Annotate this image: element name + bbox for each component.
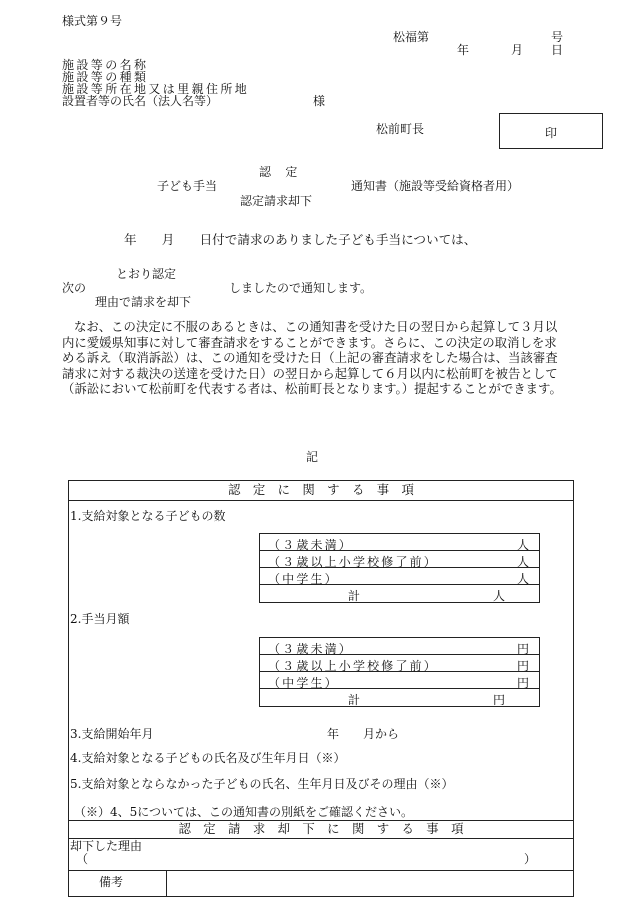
table-row [260,638,539,655]
rejection-header-divider [68,838,574,839]
day-label: 日 [551,43,564,57]
total-row [260,689,539,706]
table-row [260,655,539,672]
table-row [260,534,539,551]
date-line: 年 月 日付で請求のありました子ども手当については、 [124,232,477,247]
next-prefix: 次の [62,281,87,295]
result-suffix: しましたので通知します。 [229,281,373,295]
total-row [260,585,539,602]
honorific: 様 [313,94,326,108]
remarks-label: 備考 [99,875,124,889]
total-unit: 円 [492,693,505,707]
rejection-reason-label: 却下した理由 [70,839,143,853]
table-row [260,568,539,585]
row-unit: 人 [516,538,529,552]
row-unit: 人 [516,572,529,586]
item3-value: 年 月から [327,727,400,741]
row-label: （中学生） [268,572,339,586]
seal-box [499,113,603,149]
children-count-table [259,533,540,603]
footnote: （※）4、5については、この通知書の別紙をご確認ください。 [74,805,414,819]
founder-name-label: 設置者等の氏名（法人名等） [62,94,219,108]
row-label: （３歳以上小学校修了前） [268,555,438,569]
item3-label: 3.支給開始年月 [70,727,154,741]
remarks-column-divider [166,870,167,896]
table-row [260,672,539,689]
option-certify: とおり認定 [116,267,177,281]
row-label: （３歳未満） [268,538,353,552]
rejection-header: 認 定 請 求 却 下 に 関 す る 事 項 [178,821,464,836]
issuer-title: 松前町長 [376,122,425,136]
total-label: 計 [348,693,361,707]
title-option-certify: 認 定 [259,165,299,179]
remarks-divider [68,870,574,871]
item2-label: 2.手当月額 [70,612,130,626]
total-unit: 人 [492,589,505,603]
title-main-right: 通知書（施設等受給資格者用） [351,179,520,193]
item1-label: 1.支給対象となる子どもの数 [70,509,226,523]
row-unit: 円 [516,642,529,656]
appeal-notice: なお、この決定に不服のあるときは、この通知書を受けた日の翌日から起算して３月以内に愛媛県知事に対して審査請求をすることができます。さらに、この決定の取消しを求める訴え（取消訴訟）は、この通知を受けた日（上記の審査請求をした場合は、当該審査請求に対する裁決の送達を受けた日）の翌日から起算して６月以内に松前町を被告として（訴訟において松前町を代表する者は、松前町長となります。）提起することができます。 [62,319,562,397]
facility-name-label: 施設等の名称 [62,58,149,72]
row-label: （中学生） [268,676,339,690]
item4-label: 4.支給対象となる子どもの氏名及び生年月日（※） [70,751,346,765]
table-row [260,551,539,568]
title-main-left: 子ども手当 [157,179,218,193]
ki-label: 記 [306,450,319,464]
paren-close: ） [524,852,537,866]
row-unit: 円 [516,676,529,690]
facility-type-label: 施設等の種類 [62,70,149,84]
row-label: （３歳以上小学校修了前） [268,659,438,673]
month-label: 月 [511,43,524,57]
paren-open: （ [76,852,89,866]
row-label: （３歳未満） [268,642,353,656]
header-divider [68,500,574,501]
year-label: 年 [457,43,470,57]
seal-label: 印 [544,126,557,140]
total-label: 計 [348,589,361,603]
row-unit: 円 [516,659,529,673]
number-suffix: 号 [551,30,564,44]
item5-label: 5.支給対象とならなかった子どもの氏名、生年月日及びその理由（※） [70,777,454,791]
certification-header: 認 定 に 関 す る 事 項 [228,482,414,497]
form-number: 様式第９号 [62,14,123,28]
option-reject-reason: 理由で請求を却下 [95,295,192,309]
facility-address-label: 施設等所在地又は里親住所地 [62,82,250,96]
row-unit: 人 [516,555,529,569]
office-number-prefix: 松福第 [393,30,430,44]
title-option-reject: 認定請求却下 [240,194,313,208]
monthly-amount-table [259,637,540,707]
